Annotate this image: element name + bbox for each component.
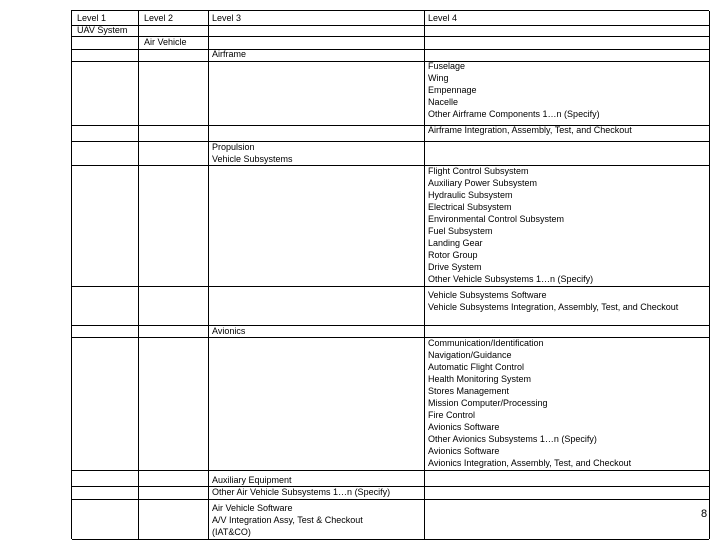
level4-airframe-item: Fuselage bbox=[428, 61, 466, 71]
level3-propulsion-label: Propulsion bbox=[212, 142, 255, 152]
level3-avionics: Avionics bbox=[212, 326, 246, 336]
column-divider bbox=[138, 11, 139, 539]
level4-avionics-item: Automatic Flight Control bbox=[428, 362, 525, 372]
row-divider bbox=[72, 25, 709, 26]
header-level-4: Level 4 bbox=[428, 13, 458, 23]
wbs-table bbox=[71, 10, 709, 539]
level4-vehicle-subsystem-item: Auxiliary Power Subsystem bbox=[428, 178, 538, 188]
level4-vehicle-subsystem-item: Landing Gear bbox=[428, 238, 483, 248]
column-divider bbox=[424, 11, 425, 539]
row-divider bbox=[72, 49, 709, 50]
level4-avionics-item: Communication/Identification bbox=[428, 338, 544, 348]
level4-avionics-item: Mission Computer/Processing bbox=[428, 398, 548, 408]
level4-vehicle-subsystems-list bbox=[428, 165, 593, 285]
column-divider bbox=[709, 11, 710, 539]
level4-airframe-item: Empennage bbox=[428, 85, 477, 95]
level4-vehicle-software-group bbox=[428, 289, 698, 313]
level3-propulsion bbox=[212, 141, 293, 165]
level4-avionics-item: Stores Management bbox=[428, 386, 510, 396]
level3-av-integration-abbrev: (IAT&CO) bbox=[212, 527, 251, 537]
level3-vehicle-subsystems: Vehicle Subsystems bbox=[212, 154, 293, 164]
level4-airframe-item: Wing bbox=[428, 73, 449, 83]
level4-avionics-item: Fire Control bbox=[428, 410, 476, 420]
row-divider bbox=[72, 141, 709, 142]
header-level-3: Level 3 bbox=[212, 13, 242, 23]
page-number: 8 bbox=[701, 508, 708, 520]
row-divider bbox=[72, 470, 709, 471]
level4-vehicle-subsystem-item: Rotor Group bbox=[428, 250, 478, 260]
row-divider bbox=[72, 165, 709, 166]
level2-air-vehicle: Air Vehicle bbox=[144, 37, 187, 47]
level4-vehicle-subsystem-item: Electrical Subsystem bbox=[428, 202, 512, 212]
level1-uav-system: UAV System bbox=[77, 25, 128, 35]
level3-airframe: Airframe bbox=[212, 49, 247, 59]
level4-vehicle-subsystem-item: Fuel Subsystem bbox=[428, 226, 493, 236]
level3-auxiliary-group bbox=[212, 474, 390, 498]
level3-air-vehicle-software: Air Vehicle Software bbox=[212, 503, 293, 513]
header-level-2: Level 2 bbox=[144, 13, 174, 23]
row-divider bbox=[72, 286, 709, 287]
level4-vehicle-subsystem-item: Environmental Control Subsystem bbox=[428, 214, 565, 224]
level3-other-air-vehicle: Other Air Vehicle Subsystems 1…n (Specify) bbox=[212, 487, 391, 497]
level4-avionics-item: Other Avionics Subsystems 1…n (Specify) bbox=[428, 434, 597, 444]
level4-airframe-list bbox=[428, 60, 600, 120]
level4-avionics-item: Avionics Integration, Assembly, Test, and Checkout bbox=[428, 458, 632, 468]
level4-vehicle-subsystem-item: Other Vehicle Subsystems 1…n (Specify) bbox=[428, 274, 594, 284]
level4-airframe-integration: Airframe Integration, Assembly, Test, and Checkout bbox=[428, 125, 632, 135]
level4-avionics-item: Navigation/Guidance bbox=[428, 350, 512, 360]
level4-airframe-item: Nacelle bbox=[428, 97, 459, 107]
level4-vehicle-subsystems-software: Vehicle Subsystems Software bbox=[428, 290, 547, 300]
level4-vehicle-subsystems-integration: Vehicle Subsystems Integration, Assembly, Test, and Checkout bbox=[428, 302, 679, 312]
level4-airframe-item: Other Airframe Components 1…n (Specify) bbox=[428, 109, 600, 119]
level4-avionics-item: Health Monitoring System bbox=[428, 374, 532, 384]
row-divider bbox=[72, 61, 709, 62]
level3-auxiliary-equipment: Auxiliary Equipment bbox=[212, 475, 292, 485]
level4-vehicle-subsystem-item: Drive System bbox=[428, 262, 482, 272]
level4-vehicle-subsystem-item: Hydraulic Subsystem bbox=[428, 190, 513, 200]
level3-av-integration: A/V Integration Assy, Test & Checkout bbox=[212, 515, 363, 525]
header-level-1: Level 1 bbox=[77, 13, 107, 23]
column-divider bbox=[208, 11, 209, 539]
level4-avionics-item: Avionics Software bbox=[428, 422, 500, 432]
level3-software-group bbox=[212, 502, 363, 538]
level4-avionics-item: Avionics Software bbox=[428, 446, 500, 456]
level4-avionics-list bbox=[428, 337, 631, 469]
row-divider bbox=[72, 499, 709, 500]
row-divider bbox=[72, 486, 709, 487]
row-divider bbox=[72, 325, 709, 326]
level4-vehicle-subsystem-item: Flight Control Subsystem bbox=[428, 166, 529, 176]
